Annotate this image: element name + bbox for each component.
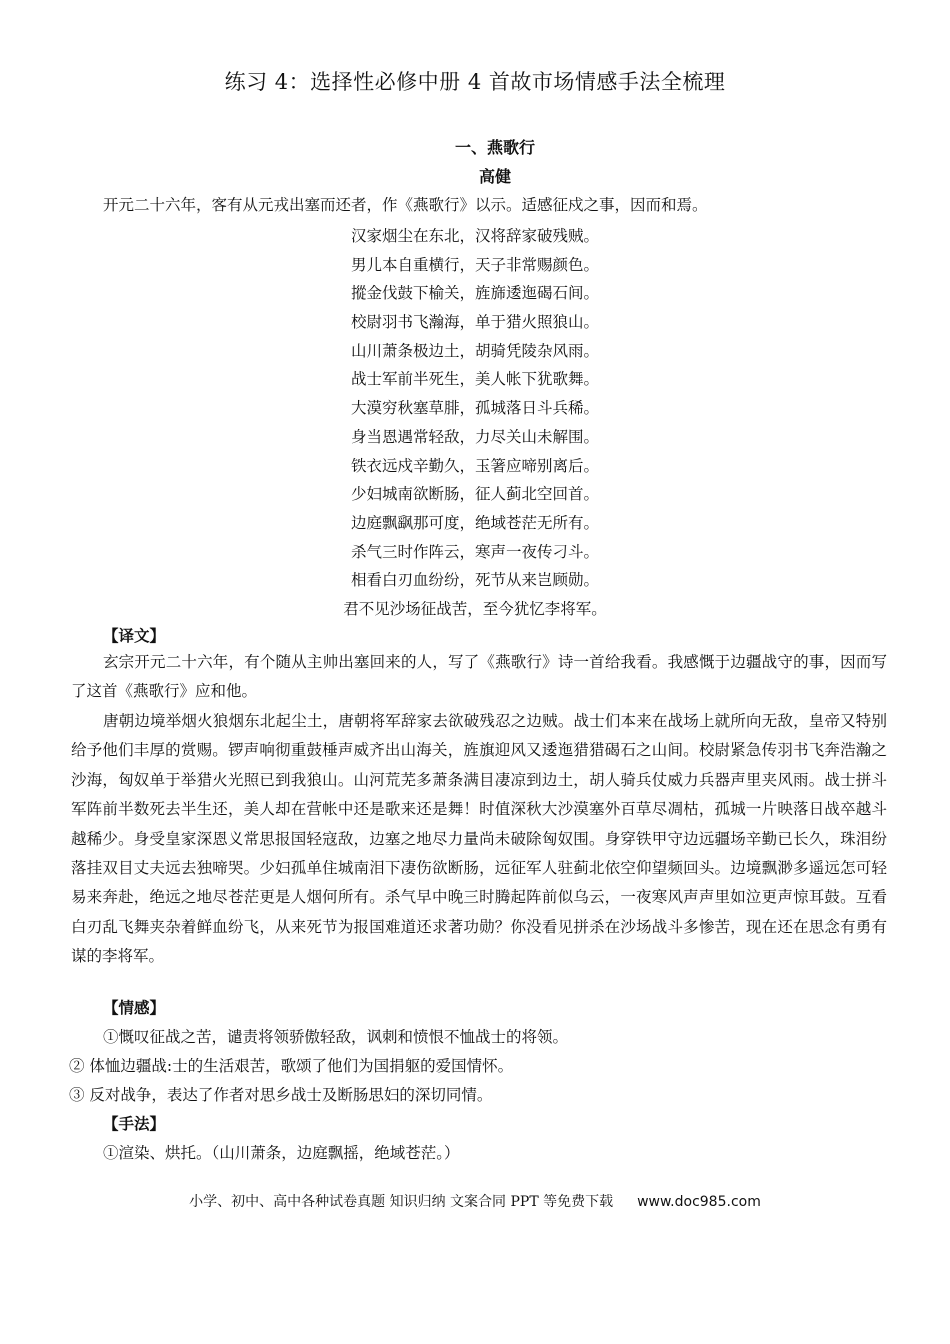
poem-line: 身当恩遇常轻敌，力尽关山未解围。	[350, 427, 599, 446]
poem-author: 高健	[478, 167, 511, 186]
poem-line: 杀气三时作阵云，寒声一夜传刁斗。	[350, 542, 599, 561]
poem-line: 君不见沙场征战苦，至今犹忆李将军。	[343, 599, 607, 618]
poem-line: 男儿本自重横行，天子非常赐颜色。	[350, 255, 599, 274]
translation-paragraph: 唐朝边境举烟火狼烟东北起尘土，唐朝将军辞家去欲破残忍之边贼。战士们本来在战场上就所向无敌，皇帝又特别给予他们丰厚的赏赐。锣声响彻重鼓棰声威齐出山海关，旌旗迎风又逶迤猎猎碣石之山间。校尉紧急传羽书飞奔浩瀚之沙海，匈奴单于举猎火光照已到我狼山。山河荒芜多萧条满目凄凉到边土，胡人骑兵仗威力兵器声里夹风雨。战士拼斗军阵前半数死去半生还，美人却在营帐中还是歌来还是舞！时值深秋大沙漠塞外百草尽凋枯，孤城一片映落日战卒越斗越稀少。身受皇家深恩义常思报国轻寇敌，边塞之地尽力量尚未破除匈奴围。身穿铁甲守边远疆场辛勤已长久，珠泪纷落挂双目丈夫远去独啼哭。少妇孤单住城南泪下凄伤欲断肠，远征军人驻蓟北依空仰望频回头。边境飘渺多遥远怎可轻易来奔赴，绝远之地尽苍茫更是人烟何所有。杀气早中晚三时腾起阵前似乌云，一夜寒风声声里如泣更声惊耳鼓。互看白刃乱飞舞夹杂着鲜血纷飞，从来死节为报国难道还求著功勋？你没看见拼杀在沙场战斗多惨苦，现在还在思念有勇有谋的李将军。	[71, 712, 887, 966]
footer-link[interactable]: www.doc985.com	[637, 1194, 761, 1210]
poem-line: 铁衣远戍辛勤久，玉箸应啼别离后。	[350, 456, 599, 475]
technique-heading: 【手法】	[103, 1115, 166, 1133]
translation-heading: 【译文】	[103, 627, 166, 645]
footer-text: 小学、初中、高中各种试卷真题 知识归纳 文案合同 PPT 等免费下载	[189, 1194, 614, 1210]
poem-line: 汉家烟尘在东北，汉将辞家破残贼。	[350, 227, 599, 245]
technique-item: ①渲染、烘托。（山川萧条，边庭飘摇，绝域苍茫。）	[103, 1144, 460, 1162]
document-title: 练习 4：选择性必修中册 4 首故市场情感手法全梳理	[224, 70, 726, 94]
poem-preface: 开元二十六年，客有从元戎出塞而还者，作《燕歌行》以示。适感征戍之事，因而和焉。	[103, 196, 708, 214]
translation-paragraph: 玄宗开元二十六年，有个随从主帅出塞回来的人，写了《燕歌行》诗一首给我看。我感慨于边疆战守的事，因而写了这首《燕歌行》应和他。	[71, 653, 887, 701]
poem-line: 边庭飘飖那可度，绝域苍茫无所有。	[350, 513, 599, 532]
poem-line: 相看白刃血纷纷，死节从来岂顾勋。	[350, 571, 599, 590]
page-footer	[0, 1191, 950, 1211]
poem-line: 摐金伐鼓下榆关，旌旆逶迤碣石间。	[350, 284, 599, 303]
emotion-heading: 【情感】	[103, 999, 166, 1017]
poem-line: 少妇城南欲断肠，征人蓟北空回首。	[350, 485, 599, 504]
poem-line: 大漠穷秋塞草腓，孤城落日斗兵稀。	[350, 399, 599, 418]
poem-line: 战士军前半死生，美人帐下犹歌舞。	[350, 370, 599, 389]
poem-line: 校尉羽书飞瀚海，单于猎火照狼山。	[350, 313, 599, 332]
poem-line: 山川萧条极边土，胡骑凭陵杂风雨。	[350, 341, 599, 360]
emotion-item: ③ 反对战争，表达了作者对思乡战士及断肠思妇的深切同情。	[69, 1086, 493, 1104]
emotion-item: ② 体恤边疆战:士的生活艰苦，歌颂了他们为国捐躯的爱国情怀。	[69, 1057, 514, 1075]
poem-body	[0, 222, 950, 624]
section-title: 一、燕歌行	[454, 138, 535, 157]
emotion-item: ①慨叹征战之苦，谴责将领骄傲轻敌，讽刺和愤恨不恤战士的将领。	[103, 1028, 569, 1046]
